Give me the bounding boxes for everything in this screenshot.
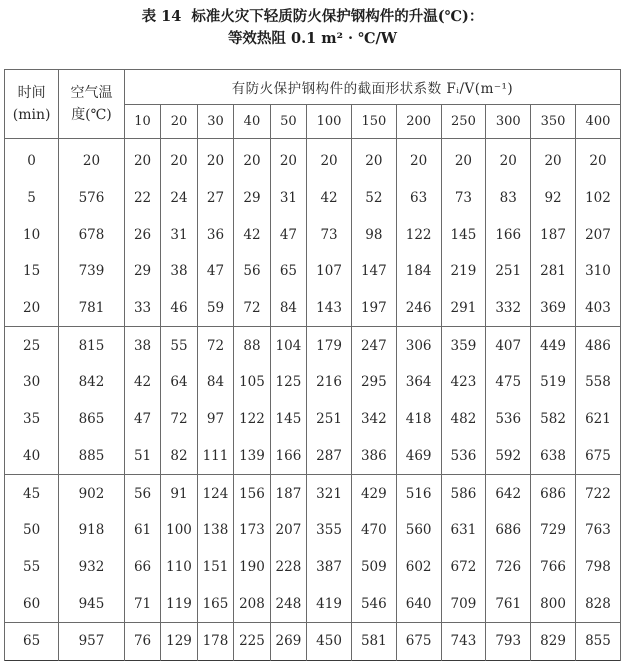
- value-cell: 631: [441, 512, 486, 549]
- temperature-table: [4, 69, 621, 661]
- value-cell: 83: [486, 180, 531, 217]
- value-cell: 450: [307, 622, 352, 660]
- value-cell: 65: [270, 253, 306, 290]
- time-cell: 15: [5, 253, 59, 290]
- value-cell: 602: [396, 549, 441, 586]
- value-cell: 29: [124, 253, 160, 290]
- value-cell: 423: [441, 364, 486, 401]
- value-cell: 686: [486, 512, 531, 549]
- time-cell: 60: [5, 585, 59, 622]
- value-cell: 387: [307, 549, 352, 586]
- value-cell: 766: [531, 549, 576, 586]
- value-cell: 145: [270, 401, 306, 438]
- value-cell: 469: [396, 438, 441, 475]
- value-cell: 586: [441, 475, 486, 512]
- air-temp-cell: 842: [59, 364, 125, 401]
- value-cell: 20: [161, 139, 197, 180]
- value-cell: 364: [396, 364, 441, 401]
- value-cell: 143: [307, 290, 352, 327]
- value-cell: 47: [124, 401, 160, 438]
- table-row: [5, 549, 621, 586]
- air-temp-cell: 781: [59, 290, 125, 327]
- sub-header-cell: 100: [307, 105, 352, 139]
- value-cell: 47: [270, 216, 306, 253]
- value-cell: 151: [197, 549, 233, 586]
- value-cell: 342: [351, 401, 396, 438]
- value-cell: 798: [575, 549, 620, 586]
- value-cell: 59: [197, 290, 233, 327]
- header-section-factor: 有防火保护钢构件的截面形状系数 Fᵢ/V(m⁻¹): [124, 70, 620, 105]
- table-title-text: 标准火灾下轻质防火保护钢构件的升温(℃)：: [191, 8, 484, 25]
- table-row: [5, 622, 621, 660]
- value-cell: 84: [197, 364, 233, 401]
- value-cell: 207: [575, 216, 620, 253]
- value-cell: 359: [441, 327, 486, 364]
- value-cell: 72: [197, 327, 233, 364]
- air-temp-cell: 957: [59, 622, 125, 660]
- value-cell: 33: [124, 290, 160, 327]
- value-cell: 73: [441, 180, 486, 217]
- value-cell: 63: [396, 180, 441, 217]
- value-cell: 84: [270, 290, 306, 327]
- value-cell: 107: [307, 253, 352, 290]
- value-cell: 72: [234, 290, 270, 327]
- header-air-line2: 度(℃): [71, 107, 112, 123]
- value-cell: 56: [234, 253, 270, 290]
- value-cell: 855: [575, 622, 620, 660]
- value-cell: 407: [486, 327, 531, 364]
- value-cell: 52: [351, 180, 396, 217]
- value-cell: 355: [307, 512, 352, 549]
- header-air-temp: [59, 70, 125, 139]
- value-cell: 216: [307, 364, 352, 401]
- value-cell: 92: [531, 180, 576, 217]
- value-cell: 147: [351, 253, 396, 290]
- value-cell: 246: [396, 290, 441, 327]
- value-cell: 20: [351, 139, 396, 180]
- air-temp-cell: 678: [59, 216, 125, 253]
- value-cell: 104: [270, 327, 306, 364]
- value-cell: 47: [197, 253, 233, 290]
- value-cell: 638: [531, 438, 576, 475]
- value-cell: 20: [531, 139, 576, 180]
- value-cell: 122: [234, 401, 270, 438]
- value-cell: 560: [396, 512, 441, 549]
- value-cell: 419: [307, 585, 352, 622]
- value-cell: 20: [234, 139, 270, 180]
- value-cell: 291: [441, 290, 486, 327]
- value-cell: 486: [575, 327, 620, 364]
- sub-header-cell: 300: [486, 105, 531, 139]
- value-cell: 166: [270, 438, 306, 475]
- value-cell: 125: [270, 364, 306, 401]
- value-cell: 22: [124, 180, 160, 217]
- header-time-line2: (min): [12, 107, 51, 123]
- value-cell: 729: [531, 512, 576, 549]
- value-cell: 24: [161, 180, 197, 217]
- value-cell: 829: [531, 622, 576, 660]
- header-time-line1: 时间: [17, 85, 46, 101]
- sub-header-cell: 250: [441, 105, 486, 139]
- value-cell: 251: [486, 253, 531, 290]
- value-cell: 165: [197, 585, 233, 622]
- table-row: [5, 364, 621, 401]
- time-cell: 50: [5, 512, 59, 549]
- value-cell: 516: [396, 475, 441, 512]
- value-cell: 726: [486, 549, 531, 586]
- value-cell: 672: [441, 549, 486, 586]
- value-cell: 449: [531, 327, 576, 364]
- value-cell: 332: [486, 290, 531, 327]
- value-cell: 72: [161, 401, 197, 438]
- value-cell: 129: [161, 622, 197, 660]
- air-temp-cell: 932: [59, 549, 125, 586]
- value-cell: 592: [486, 438, 531, 475]
- sub-header-cell: 50: [270, 105, 306, 139]
- value-cell: 793: [486, 622, 531, 660]
- value-cell: 98: [351, 216, 396, 253]
- sub-header-cell: 400: [575, 105, 620, 139]
- value-cell: 110: [161, 549, 197, 586]
- value-cell: 675: [575, 438, 620, 475]
- value-cell: 122: [396, 216, 441, 253]
- value-cell: 111: [197, 438, 233, 475]
- time-cell: 65: [5, 622, 59, 660]
- value-cell: 247: [351, 327, 396, 364]
- time-cell: 5: [5, 180, 59, 217]
- header-time: [5, 70, 59, 139]
- value-cell: 139: [234, 438, 270, 475]
- table-row: [5, 327, 621, 364]
- header-air-line1: 空气温: [70, 85, 113, 101]
- value-cell: 197: [351, 290, 396, 327]
- value-cell: 187: [270, 475, 306, 512]
- value-cell: 178: [197, 622, 233, 660]
- time-cell: 55: [5, 549, 59, 586]
- table-row: [5, 139, 621, 180]
- value-cell: 386: [351, 438, 396, 475]
- table-row: [5, 180, 621, 217]
- value-cell: 640: [396, 585, 441, 622]
- value-cell: 76: [124, 622, 160, 660]
- value-cell: 208: [234, 585, 270, 622]
- air-temp-cell: 885: [59, 438, 125, 475]
- value-cell: 187: [531, 216, 576, 253]
- value-cell: 761: [486, 585, 531, 622]
- value-cell: 173: [234, 512, 270, 549]
- time-cell: 25: [5, 327, 59, 364]
- value-cell: 20: [441, 139, 486, 180]
- value-cell: 102: [575, 180, 620, 217]
- value-cell: 248: [270, 585, 306, 622]
- time-cell: 45: [5, 475, 59, 512]
- value-cell: 219: [441, 253, 486, 290]
- sub-header-cell: 40: [234, 105, 270, 139]
- table-row: [5, 585, 621, 622]
- value-cell: 105: [234, 364, 270, 401]
- table-title: [0, 0, 625, 28]
- value-cell: 509: [351, 549, 396, 586]
- value-cell: 470: [351, 512, 396, 549]
- value-cell: 42: [124, 364, 160, 401]
- value-cell: 207: [270, 512, 306, 549]
- value-cell: 321: [307, 475, 352, 512]
- value-cell: 42: [307, 180, 352, 217]
- table-body: [5, 139, 621, 661]
- value-cell: 20: [124, 139, 160, 180]
- table-row: [5, 290, 621, 327]
- value-cell: 722: [575, 475, 620, 512]
- value-cell: 97: [197, 401, 233, 438]
- value-cell: 287: [307, 438, 352, 475]
- value-cell: 82: [161, 438, 197, 475]
- sub-header-cell: 20: [161, 105, 197, 139]
- value-cell: 38: [124, 327, 160, 364]
- value-cell: 66: [124, 549, 160, 586]
- value-cell: 166: [486, 216, 531, 253]
- table-row: [5, 253, 621, 290]
- value-cell: 46: [161, 290, 197, 327]
- table-row: [5, 475, 621, 512]
- value-cell: 31: [161, 216, 197, 253]
- value-cell: 38: [161, 253, 197, 290]
- value-cell: 482: [441, 401, 486, 438]
- value-cell: 119: [161, 585, 197, 622]
- value-cell: 27: [197, 180, 233, 217]
- time-cell: 10: [5, 216, 59, 253]
- table-row: [5, 216, 621, 253]
- value-cell: 61: [124, 512, 160, 549]
- value-cell: 582: [531, 401, 576, 438]
- value-cell: 642: [486, 475, 531, 512]
- air-temp-cell: 865: [59, 401, 125, 438]
- sub-header-cell: 350: [531, 105, 576, 139]
- value-cell: 26: [124, 216, 160, 253]
- table-row: [5, 401, 621, 438]
- value-cell: 55: [161, 327, 197, 364]
- value-cell: 763: [575, 512, 620, 549]
- value-cell: 403: [575, 290, 620, 327]
- value-cell: 51: [124, 438, 160, 475]
- value-cell: 828: [575, 585, 620, 622]
- value-cell: 418: [396, 401, 441, 438]
- value-cell: 743: [441, 622, 486, 660]
- table-row: [5, 512, 621, 549]
- value-cell: 31: [270, 180, 306, 217]
- value-cell: 546: [351, 585, 396, 622]
- value-cell: 184: [396, 253, 441, 290]
- value-cell: 295: [351, 364, 396, 401]
- value-cell: 558: [575, 364, 620, 401]
- value-cell: 36: [197, 216, 233, 253]
- time-cell: 30: [5, 364, 59, 401]
- value-cell: 675: [396, 622, 441, 660]
- value-cell: 581: [351, 622, 396, 660]
- value-cell: 536: [486, 401, 531, 438]
- value-cell: 686: [531, 475, 576, 512]
- time-cell: 0: [5, 139, 59, 180]
- sub-header-cell: 10: [124, 105, 160, 139]
- value-cell: 306: [396, 327, 441, 364]
- value-cell: 269: [270, 622, 306, 660]
- sub-header-cell: 200: [396, 105, 441, 139]
- value-cell: 519: [531, 364, 576, 401]
- air-temp-cell: 739: [59, 253, 125, 290]
- value-cell: 310: [575, 253, 620, 290]
- air-temp-cell: 918: [59, 512, 125, 549]
- table-row: [5, 438, 621, 475]
- value-cell: 42: [234, 216, 270, 253]
- sub-header-cell: 150: [351, 105, 396, 139]
- value-cell: 156: [234, 475, 270, 512]
- value-cell: 73: [307, 216, 352, 253]
- air-temp-cell: 945: [59, 585, 125, 622]
- value-cell: 251: [307, 401, 352, 438]
- value-cell: 429: [351, 475, 396, 512]
- value-cell: 56: [124, 475, 160, 512]
- value-cell: 20: [270, 139, 306, 180]
- value-cell: 71: [124, 585, 160, 622]
- sub-header-cell: 30: [197, 105, 233, 139]
- value-cell: 100: [161, 512, 197, 549]
- value-cell: 20: [307, 139, 352, 180]
- air-temp-cell: 576: [59, 180, 125, 217]
- time-cell: 40: [5, 438, 59, 475]
- table-subtitle: 等效热阻 0.1 m² · ℃/W: [227, 30, 398, 47]
- value-cell: 29: [234, 180, 270, 217]
- value-cell: 225: [234, 622, 270, 660]
- value-cell: 20: [575, 139, 620, 180]
- value-cell: 20: [486, 139, 531, 180]
- value-cell: 64: [161, 364, 197, 401]
- value-cell: 228: [270, 549, 306, 586]
- air-temp-cell: 20: [59, 139, 125, 180]
- value-cell: 20: [197, 139, 233, 180]
- value-cell: 145: [441, 216, 486, 253]
- value-cell: 190: [234, 549, 270, 586]
- value-cell: 124: [197, 475, 233, 512]
- value-cell: 475: [486, 364, 531, 401]
- value-cell: 369: [531, 290, 576, 327]
- value-cell: 709: [441, 585, 486, 622]
- value-cell: 88: [234, 327, 270, 364]
- value-cell: 91: [161, 475, 197, 512]
- table-number: 表 14: [141, 8, 182, 25]
- value-cell: 800: [531, 585, 576, 622]
- value-cell: 536: [441, 438, 486, 475]
- value-cell: 20: [396, 139, 441, 180]
- air-temp-cell: 815: [59, 327, 125, 364]
- value-cell: 179: [307, 327, 352, 364]
- air-temp-cell: 902: [59, 475, 125, 512]
- value-cell: 281: [531, 253, 576, 290]
- time-cell: 35: [5, 401, 59, 438]
- value-cell: 621: [575, 401, 620, 438]
- time-cell: 20: [5, 290, 59, 327]
- value-cell: 138: [197, 512, 233, 549]
